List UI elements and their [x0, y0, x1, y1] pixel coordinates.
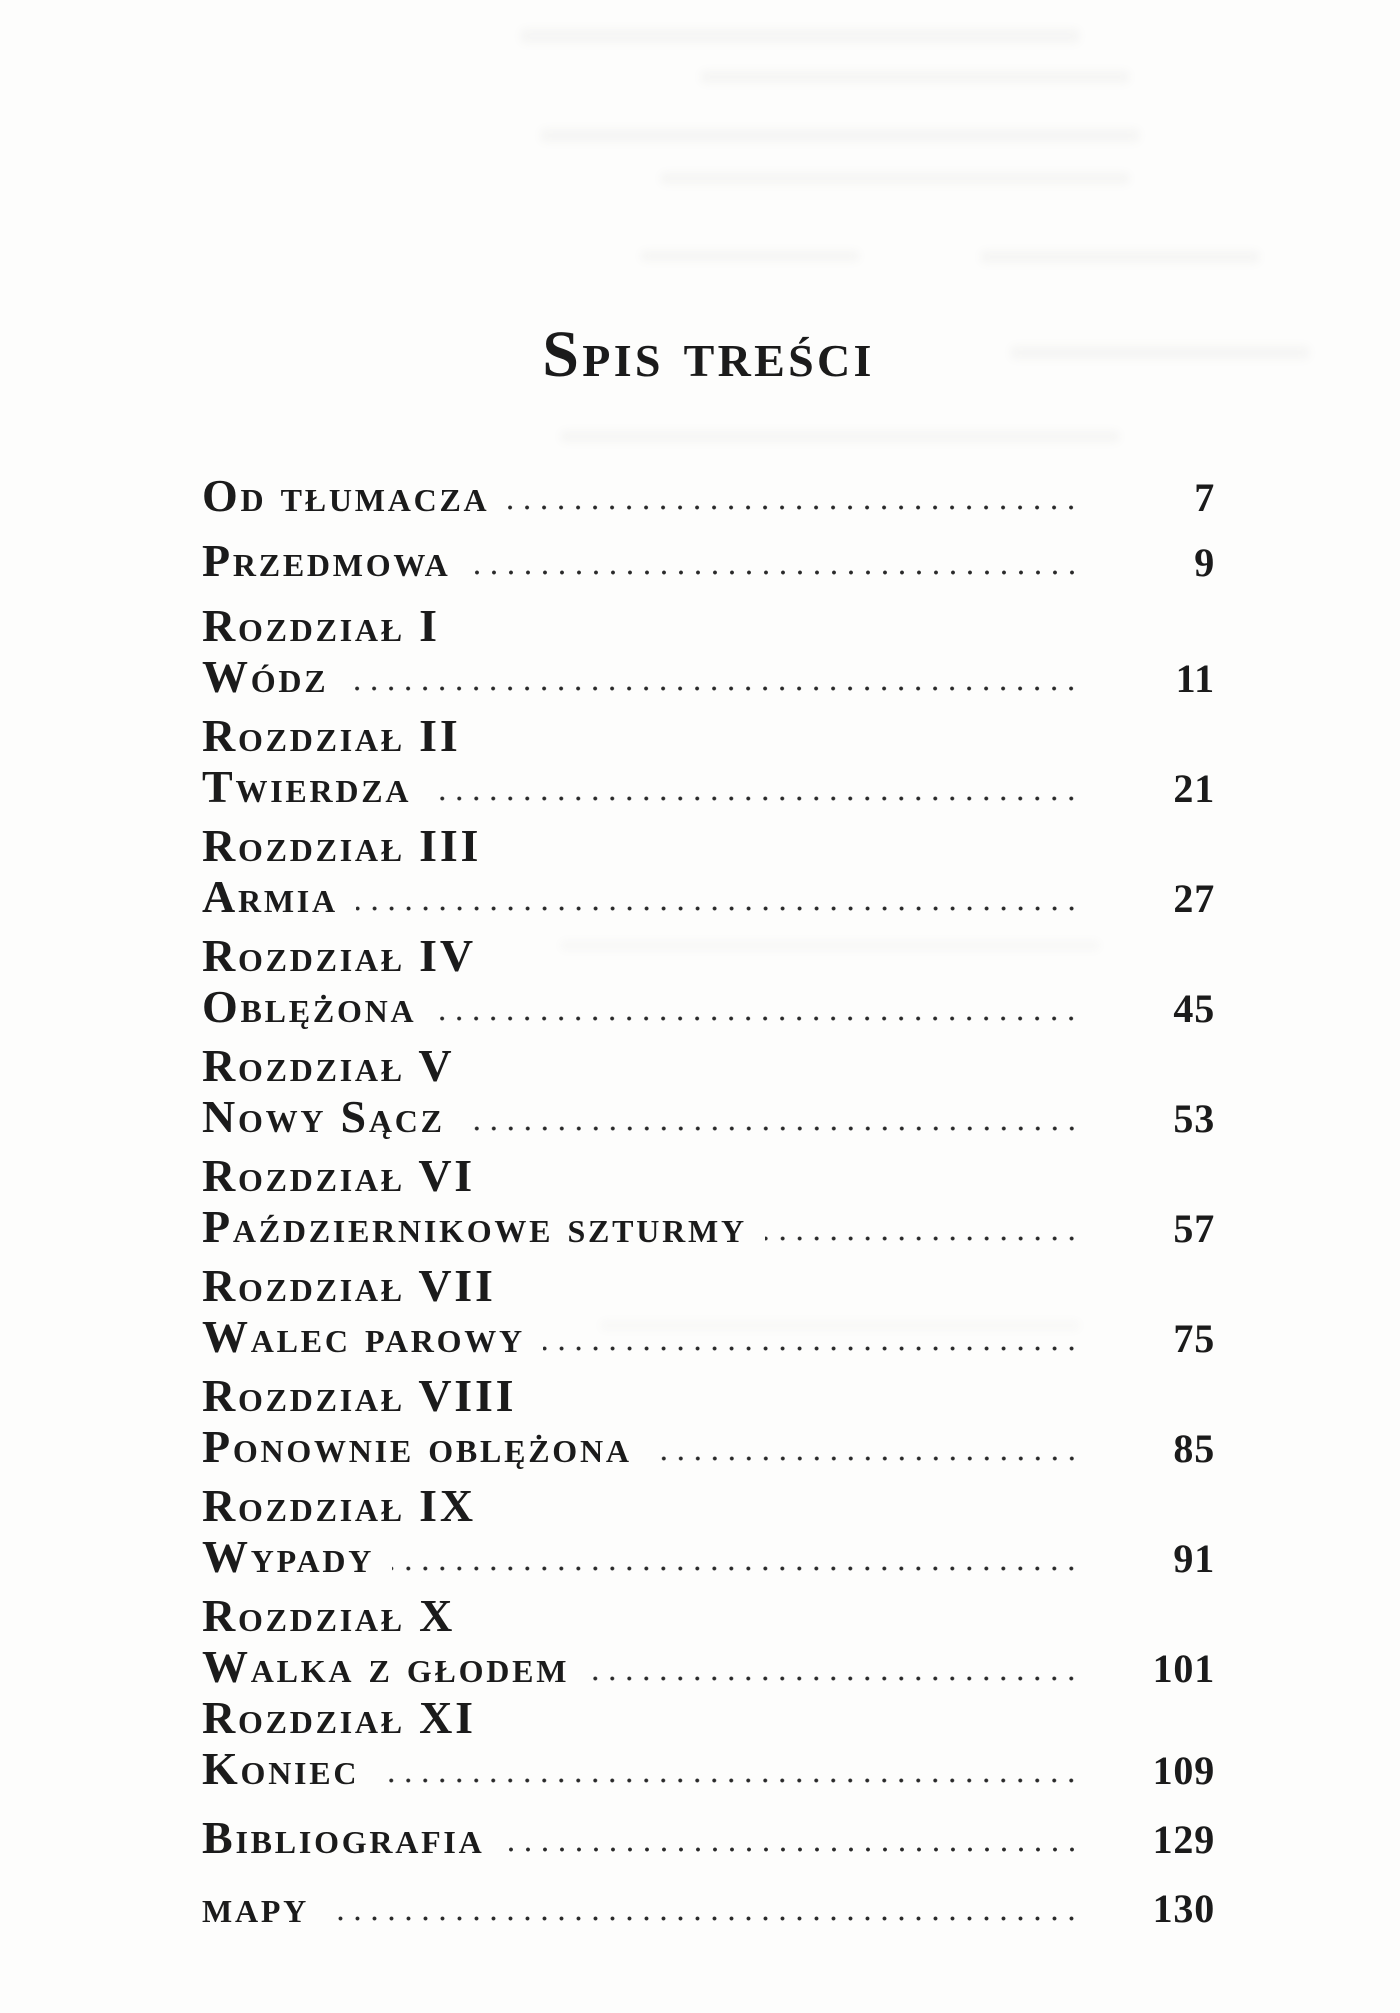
scan-artifact — [660, 172, 1130, 185]
toc-page-number: 57 — [1173, 1206, 1215, 1251]
toc-entry-line — [202, 762, 1215, 813]
toc-entry — [202, 601, 1215, 703]
toc-entry-label: Ponownie oblężona — [202, 1421, 632, 1472]
toc-chapter-label: Rozdział II — [202, 710, 461, 761]
toc-entry-line — [202, 982, 1215, 1033]
dot-leader — [469, 570, 1080, 575]
toc-chapter-label: Rozdział V — [202, 1040, 455, 1091]
dot-leader — [346, 686, 1080, 691]
toc-entry-line — [202, 471, 1215, 522]
dot-leader — [429, 796, 1080, 801]
toc-page-number: 101 — [1152, 1646, 1215, 1691]
toc-entry-label: Walka z głodem — [202, 1641, 570, 1692]
scan-artifact — [700, 70, 1130, 84]
toc-page-number: 21 — [1173, 766, 1215, 811]
toc-entry-line — [202, 1744, 1215, 1795]
toc-chapter-label: Rozdział X — [202, 1590, 456, 1641]
toc-page-number: 129 — [1152, 1817, 1215, 1862]
scan-artifact — [980, 250, 1260, 264]
toc-chapter-label: Rozdział VII — [202, 1260, 496, 1311]
toc-entry-line — [202, 1202, 1215, 1253]
dot-leader — [377, 1778, 1080, 1783]
toc-entry-label: Od tłumacza — [202, 470, 490, 521]
toc-entry — [202, 1882, 1215, 1933]
toc-page-number: 85 — [1173, 1426, 1215, 1471]
toc-page-number: 75 — [1173, 1316, 1215, 1361]
toc-entry — [202, 1813, 1215, 1864]
toc-page-number: 53 — [1173, 1096, 1215, 1141]
toc-entry — [202, 1693, 1215, 1795]
page-title: Spis treści — [542, 318, 875, 391]
toc-entry-line — [202, 1882, 1215, 1933]
toc-page-number: 91 — [1173, 1536, 1215, 1581]
toc-entry-label: Armia — [202, 871, 338, 922]
dot-leader — [463, 1126, 1080, 1131]
scan-artifact — [640, 250, 860, 262]
dot-leader — [503, 1847, 1080, 1852]
toc-entry — [202, 1151, 1215, 1253]
toc-entry-line — [202, 652, 1215, 703]
toc-entry — [202, 821, 1215, 923]
toc-entry — [202, 1591, 1215, 1693]
toc-entry — [202, 931, 1215, 1033]
toc-entry-label: Twierdza — [202, 761, 412, 812]
toc-page-number: 45 — [1173, 986, 1215, 1031]
dot-leader — [327, 1916, 1080, 1921]
toc-entry-label: Nowy Sącz — [202, 1091, 445, 1142]
toc-entry — [202, 711, 1215, 813]
toc-page-number: 130 — [1152, 1886, 1215, 1931]
toc-page-number: 9 — [1194, 540, 1215, 585]
scan-artifact — [540, 128, 1140, 143]
toc-chapter-label: Rozdział III — [202, 820, 482, 871]
toc-entry-label: Październikowe szturmy — [202, 1201, 747, 1252]
toc-entry-label: mapy — [202, 1881, 310, 1932]
scan-artifact — [520, 28, 1080, 44]
toc-entry — [202, 1481, 1215, 1583]
toc-entry-line — [202, 872, 1215, 923]
dot-leader — [650, 1456, 1080, 1461]
toc-entry-line — [202, 1532, 1215, 1583]
toc-page-number: 27 — [1173, 876, 1215, 921]
toc-entry — [202, 1041, 1215, 1143]
toc-entry-label: Koniec — [202, 1743, 360, 1794]
toc-entry-label: Oblężona — [202, 981, 417, 1032]
toc-chapter-label: Rozdział IV — [202, 930, 476, 981]
toc-entry-label: Walec parowy — [202, 1311, 525, 1362]
toc-chapter-label: Rozdział VIII — [202, 1370, 517, 1421]
toc-chapter-label: Rozdział I — [202, 600, 440, 651]
scan-artifact — [560, 430, 1120, 443]
toc-chapter-label: Rozdział IX — [202, 1480, 476, 1531]
toc-entry — [202, 471, 1215, 522]
dot-leader — [356, 906, 1080, 911]
toc-entry-line — [202, 536, 1215, 587]
dot-leader — [543, 1346, 1080, 1351]
toc-entry-label: Wypady — [202, 1531, 375, 1582]
dot-leader — [765, 1236, 1080, 1241]
table-of-contents — [202, 471, 1215, 1933]
toc-chapter-label: Rozdział VI — [202, 1150, 475, 1201]
toc-entry-line — [202, 1642, 1215, 1693]
toc-entry — [202, 536, 1215, 587]
toc-entry-line — [202, 1312, 1215, 1363]
toc-entry-label: Bibliografia — [202, 1812, 485, 1863]
dot-leader — [392, 1566, 1080, 1571]
toc-entry-label: Wódz — [202, 651, 329, 702]
toc-entry-line — [202, 1422, 1215, 1473]
toc-entry — [202, 1371, 1215, 1473]
toc-entry-label: Przedmowa — [202, 535, 451, 586]
toc-entry-line — [202, 1813, 1215, 1864]
toc-entry-line — [202, 1092, 1215, 1143]
dot-leader — [587, 1676, 1080, 1681]
toc-entry — [202, 1261, 1215, 1363]
dot-leader — [507, 505, 1080, 510]
toc-page-number: 11 — [1175, 656, 1215, 701]
dot-leader — [434, 1016, 1080, 1021]
toc-page-number: 109 — [1152, 1748, 1215, 1793]
toc-page-number: 7 — [1194, 475, 1215, 520]
toc-chapter-label: Rozdział XI — [202, 1692, 476, 1743]
